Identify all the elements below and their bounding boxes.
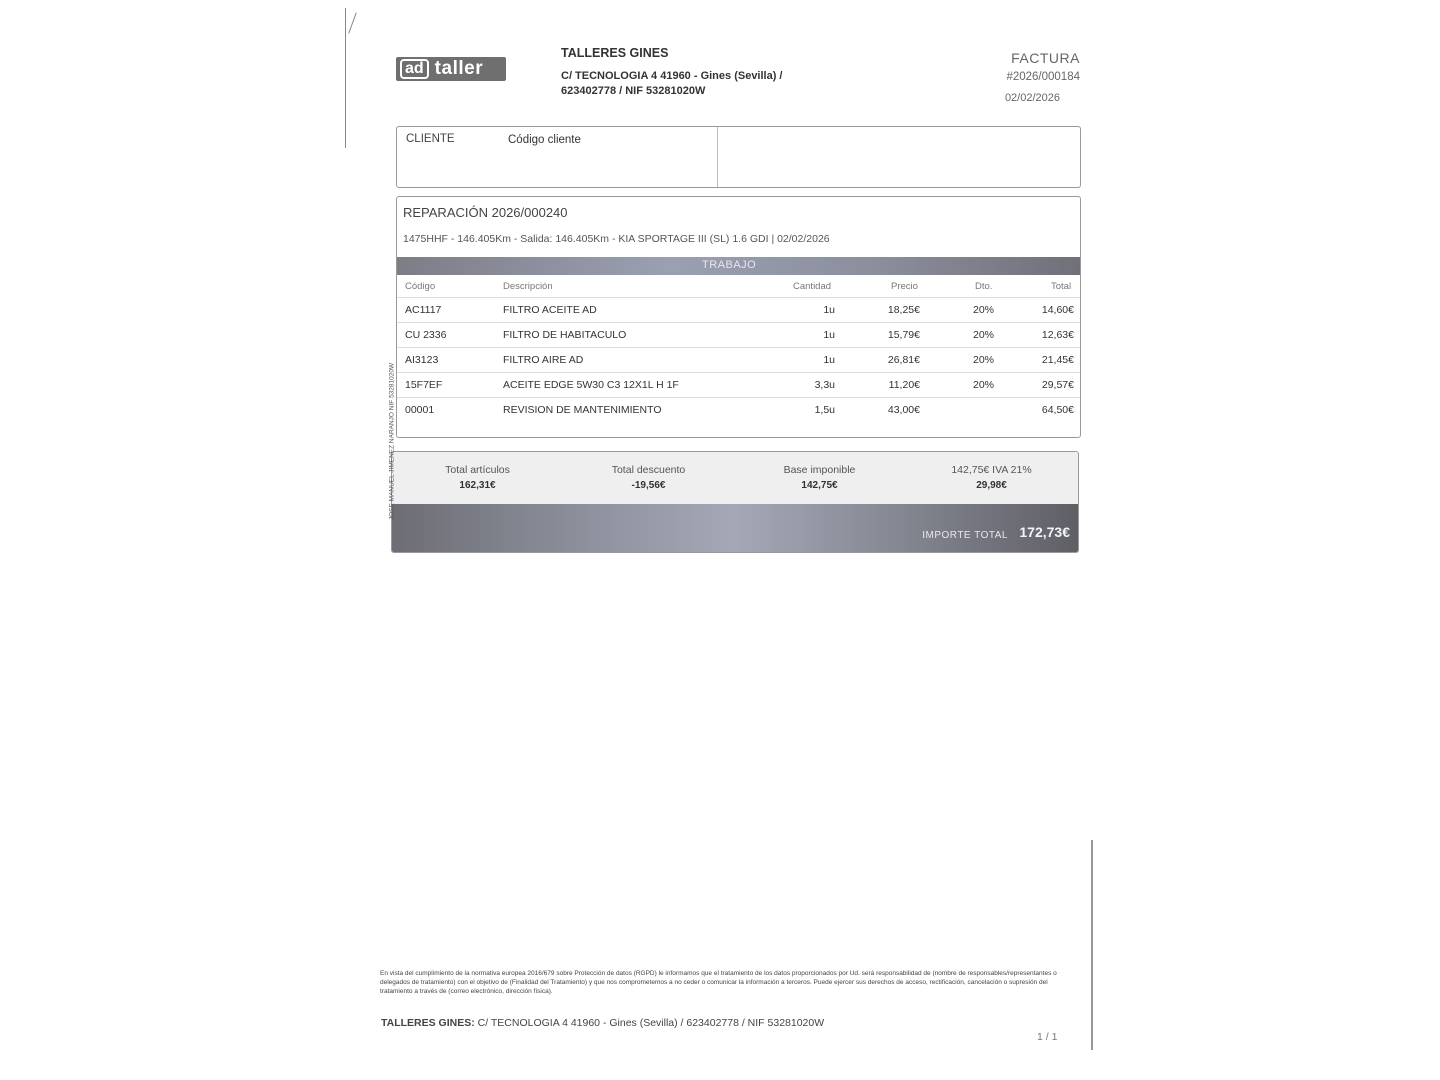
total-discount bbox=[563, 452, 735, 504]
col-header-price: Precio bbox=[891, 281, 918, 292]
client-box bbox=[396, 126, 1081, 188]
total-articles bbox=[392, 452, 564, 504]
client-divider bbox=[717, 127, 718, 187]
logo-ad-mark: ad bbox=[400, 59, 429, 79]
iva-label: 142,75€ IVA 21% bbox=[951, 464, 1032, 476]
row-price: 15,79€ bbox=[887, 329, 920, 341]
invoice-date: 02/02/2026 bbox=[1004, 92, 1060, 104]
row-code: AC1117 bbox=[405, 304, 442, 316]
invoice-header bbox=[1005, 50, 1080, 104]
grand-total-value: 172,73€ bbox=[1019, 524, 1070, 540]
row-price: 18,25€ bbox=[887, 304, 920, 316]
repair-box bbox=[396, 196, 1081, 438]
company-logo bbox=[396, 57, 506, 81]
row-qty: 1u bbox=[823, 354, 835, 366]
total-discount-value: -19,56€ bbox=[631, 480, 666, 491]
footer bbox=[381, 1017, 824, 1029]
page-edge bbox=[345, 8, 346, 148]
footer-address: C/ TECNOLOGIA 4 41960 - Gines (Sevilla) / 623402778 / NIF 53281020W bbox=[477, 1017, 825, 1029]
table-row bbox=[397, 372, 1080, 398]
grand-total-label: IMPORTE TOTAL bbox=[922, 530, 1008, 541]
row-desc: FILTRO ACEITE AD bbox=[503, 304, 597, 316]
col-header-disc: Dto. bbox=[975, 281, 993, 292]
table-row bbox=[397, 297, 1080, 323]
section-bar bbox=[397, 257, 1080, 275]
totals-box bbox=[391, 451, 1079, 553]
table-row bbox=[397, 397, 1080, 423]
row-desc: ACEITE EDGE 5W30 C3 12X1L H 1F bbox=[503, 379, 679, 391]
row-disc: 20% bbox=[972, 379, 994, 391]
col-header-code: Código bbox=[405, 281, 436, 292]
logo-text: taller bbox=[434, 58, 484, 79]
scan-mark bbox=[348, 12, 356, 33]
col-header-qty: Cantidad bbox=[793, 281, 832, 292]
row-disc: 20% bbox=[972, 329, 994, 341]
row-price: 26,81€ bbox=[887, 354, 920, 366]
table-row bbox=[397, 322, 1080, 348]
company-info bbox=[561, 46, 783, 99]
row-desc: REVISION DE MANTENIMIENTO bbox=[503, 404, 662, 416]
row-code: 15F7EF bbox=[405, 379, 443, 391]
total-articles-label: Total artículos bbox=[445, 464, 510, 476]
row-disc: 20% bbox=[972, 354, 994, 366]
total-articles-value: 162,31€ bbox=[459, 480, 496, 491]
page-edge bbox=[1091, 840, 1093, 1050]
invoice-number: #2026/000184 bbox=[1006, 71, 1080, 83]
table-row bbox=[397, 347, 1080, 373]
row-total: 29,57€ bbox=[1041, 379, 1074, 391]
row-desc: FILTRO DE HABITACULO bbox=[503, 329, 627, 341]
row-desc: FILTRO AIRE AD bbox=[503, 354, 584, 366]
row-price: 43,00€ bbox=[887, 404, 920, 416]
invoice-title: FACTURA bbox=[1011, 50, 1080, 66]
footer-company-name: TALLERES GINES: bbox=[381, 1017, 475, 1029]
row-qty: 1u bbox=[823, 329, 835, 341]
col-header-total: Total bbox=[1051, 281, 1072, 292]
row-code: AI3123 bbox=[405, 354, 439, 366]
side-vertical-text: JOSE MANUEL JIMENEZ NARANJO NIF 53281020W bbox=[388, 362, 396, 521]
row-qty: 3,3u bbox=[814, 379, 835, 391]
company-address: C/ TECNOLOGIA 4 41960 - Gines (Sevilla) / bbox=[561, 70, 783, 82]
col-header-desc: Descripción bbox=[503, 281, 553, 292]
repair-title: REPARACIÓN 2026/000240 bbox=[403, 205, 568, 220]
total-discount-label: Total descuento bbox=[611, 464, 686, 476]
grand-total-bar bbox=[392, 504, 1078, 552]
iva bbox=[905, 452, 1078, 504]
tax-base-value: 142,75€ bbox=[801, 480, 838, 491]
company-phone-nif: 623402778 / NIF 53281020W bbox=[561, 85, 706, 97]
row-price: 11,20€ bbox=[888, 379, 920, 391]
repair-subtitle: 1475HHF - 146.405Km - Salida: 146.405Km - KIA SPORTAGE III (SL) 1.6 GDI | 02/02/2026 bbox=[403, 233, 830, 245]
row-code: CU 2336 bbox=[405, 329, 447, 341]
row-total: 64,50€ bbox=[1041, 404, 1074, 416]
company-name: TALLERES GINES bbox=[561, 46, 669, 60]
client-code-label: Código cliente bbox=[508, 134, 581, 146]
page-number: 1 / 1 bbox=[1037, 1031, 1058, 1043]
legal-notice: En vista del cumplimiento de la normativa europea 2016/679 sobre Protección de datos (RGPD) le informamos que el tratamiento de los datos proporcionados por Ud. será responsabilidad de (nombre de responsables/representantes o delegados de tratamiento) con el objetivo de (Finalidad del Tratamiento) y que nos comprometemos a no ceder o comunicar la información a terceros. Puede ejercer sus derechos de acceso, rectificación, cancelación o supresión del tratamiento a través de (correo electrónico, dirección física). bbox=[380, 970, 1057, 995]
section-label: TRABAJO bbox=[702, 259, 757, 271]
client-label: CLIENTE bbox=[406, 133, 455, 145]
row-total: 21,45€ bbox=[1041, 354, 1074, 366]
row-total: 14,60€ bbox=[1041, 304, 1074, 316]
row-qty: 1,5u bbox=[814, 404, 835, 416]
row-qty: 1u bbox=[823, 304, 835, 316]
iva-value: 29,98€ bbox=[976, 480, 1007, 491]
row-code: 00001 bbox=[405, 404, 435, 416]
row-total: 12,63€ bbox=[1041, 329, 1074, 341]
tax-base bbox=[734, 452, 906, 504]
row-disc: 20% bbox=[972, 304, 994, 316]
tax-base-label: Base imponible bbox=[783, 464, 856, 476]
